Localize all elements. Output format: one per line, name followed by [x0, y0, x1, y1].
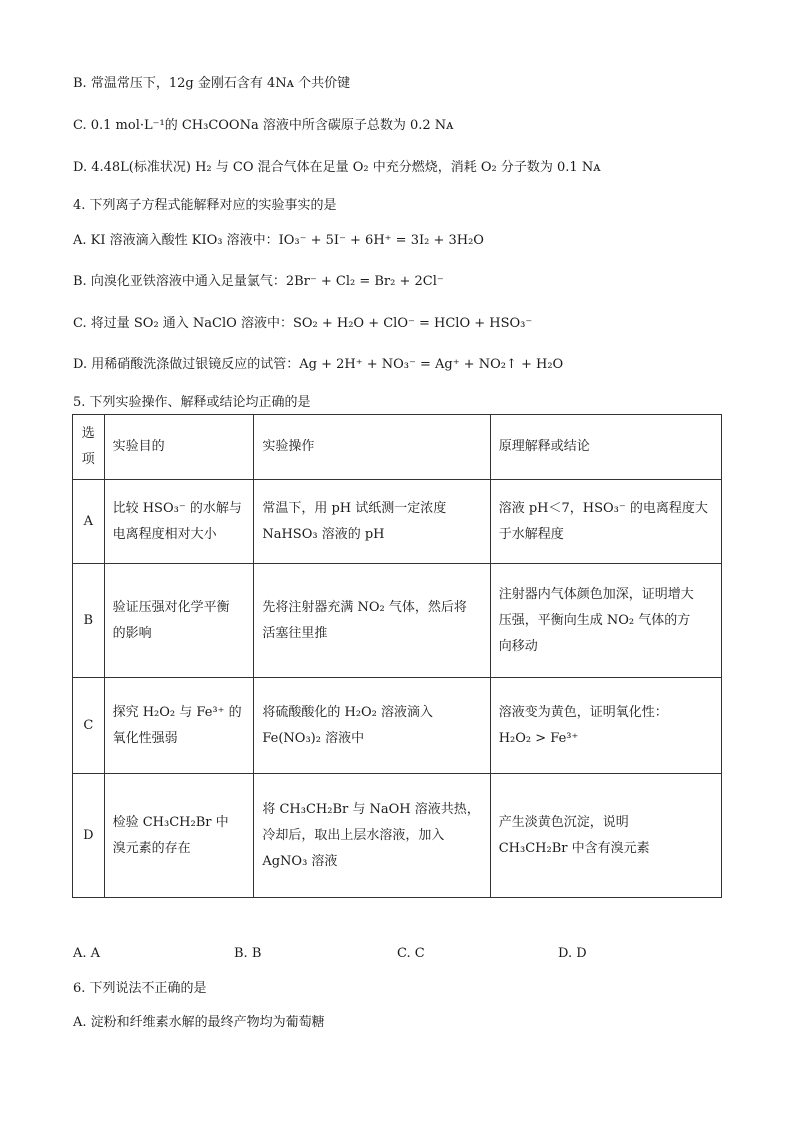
q6-option-a: A. 淀粉和纤维素水解的最终产物均为葡萄糖 [73, 1015, 325, 1030]
table-cell: 产生淡黄色沉淀，说明 CH₃CH₂Br 中含有溴元素 [490, 774, 721, 898]
table-cell: 比较 HSO₃⁻ 的水解与 电离程度相对大小 [104, 480, 254, 564]
q4-option-d: D. 用稀硝酸洗涤做过银镜反应的试管：Ag + 2H⁺ + NO₃⁻ = Ag⁺ + NO₂↑ + H₂O [73, 357, 564, 372]
table-header-cell: 实验目的 [104, 415, 254, 480]
q3-option-b: B. 常温常压下，12g 金刚石含有 4Nᴀ 个共价键 [73, 76, 351, 91]
q5-stem: 5. 下列实验操作、解释或结论均正确的是 [73, 395, 311, 410]
table-row [73, 480, 722, 564]
q4-option-c: C. 将过量 SO₂ 通入 NaClO 溶液中：SO₂ + H₂O + ClO⁻ = HClO + HSO₃⁻ [73, 316, 533, 331]
table-cell: 检验 CH₃CH₂Br 中 溴元素的存在 [104, 774, 254, 898]
table-cell: 探究 H₂O₂ 与 Fe³⁺ 的 氧化性强弱 [104, 678, 254, 774]
q5-option-b: B. B [234, 946, 262, 961]
table-row [73, 564, 722, 678]
table-header-cell: 选 项 [73, 415, 105, 480]
experiment-table [72, 414, 722, 898]
q6-stem: 6. 下列说法不正确的是 [73, 981, 207, 996]
q3-option-d: D. 4.48L(标准状况) H₂ 与 CO 混合气体在足量 O₂ 中充分燃烧，消耗 O₂ 分子数为 0.1 Nᴀ [73, 160, 601, 175]
table-cell: C [73, 678, 105, 774]
table-cell: 验证压强对化学平衡 的影响 [104, 564, 254, 678]
table-cell: 将硫酸酸化的 H₂O₂ 溶液滴入 Fe(NO₃)₂ 溶液中 [254, 678, 490, 774]
q5-option-c: C. C [397, 946, 425, 961]
table-cell: 先将注射器充满 NO₂ 气体，然后将 活塞往里推 [254, 564, 490, 678]
table-cell: B [73, 564, 105, 678]
q5-option-d: D. D [558, 946, 587, 961]
table-cell: 将 CH₃CH₂Br 与 NaOH 溶液共热， 冷却后，取出上层水溶液，加入 AgNO₃ 溶液 [254, 774, 490, 898]
table-cell: A [73, 480, 105, 564]
table-header-cell: 原理解释或结论 [490, 415, 721, 480]
table-row [73, 678, 722, 774]
table-cell: D [73, 774, 105, 898]
table-header-cell: 实验操作 [254, 415, 490, 480]
q4-option-a: A. KI 溶液滴入酸性 KIO₃ 溶液中：IO₃⁻ + 5I⁻ + 6H⁺ = 3I₂ + 3H₂O [73, 233, 484, 248]
table-row [73, 774, 722, 898]
table-cell: 注射器内气体颜色加深，证明增大 压强，平衡向生成 NO₂ 气体的方 向移动 [490, 564, 721, 678]
table-cell: 溶液 pH＜7，HSO₃⁻ 的电离程度大 于水解程度 [490, 480, 721, 564]
q3-option-c: C. 0.1 mol·L⁻¹的 CH₃COONa 溶液中所含碳原子总数为 0.2 Nᴀ [73, 118, 454, 133]
table-cell: 常温下，用 pH 试纸测一定浓度 NaHSO₃ 溶液的 pH [254, 480, 490, 564]
table-cell: 溶液变为黄色，证明氧化性： H₂O₂ > Fe³⁺ [490, 678, 721, 774]
q5-option-a: A. A [73, 946, 101, 961]
q4-stem: 4. 下列离子方程式能解释对应的实验事实的是 [73, 198, 337, 213]
table-header-row [73, 415, 722, 480]
q4-option-b: B. 向溴化亚铁溶液中通入足量氯气：2Br⁻ + Cl₂ = Br₂ + 2Cl⁻ [73, 274, 444, 289]
